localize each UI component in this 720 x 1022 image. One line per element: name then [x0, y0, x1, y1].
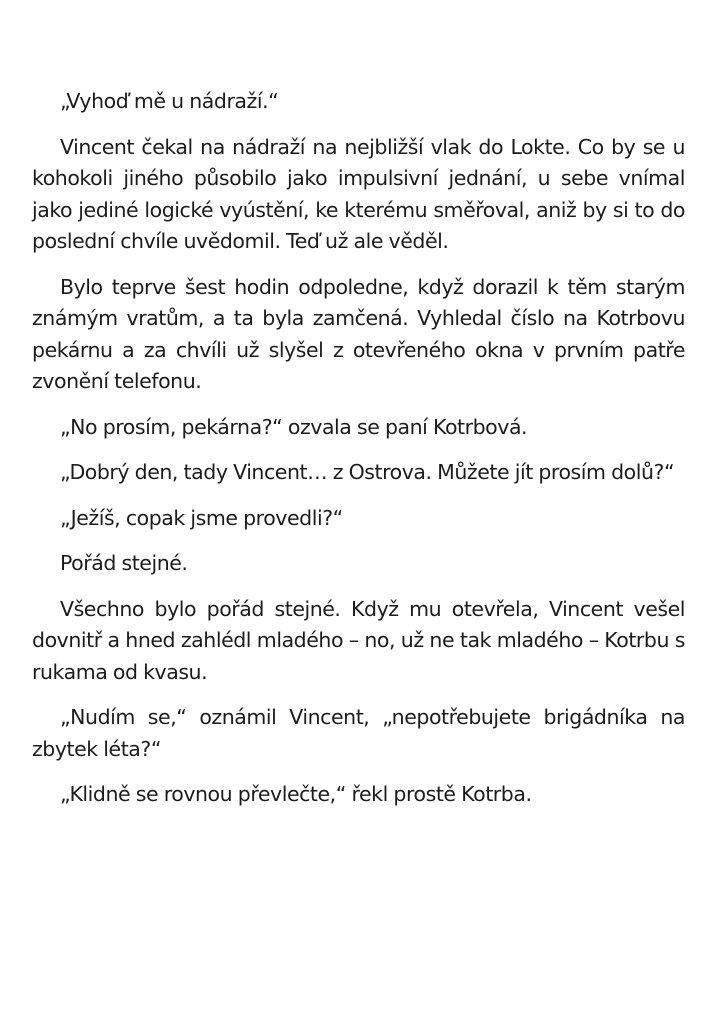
paragraph-10: „Klidně se rovnou převlečte,“ řekl prostě Kotrba.: [60, 782, 532, 806]
paragraph-5: „Dobrý den, tady Vincent… z Ostrova. Můžete jít prosím dolů?“: [60, 460, 675, 484]
paragraph-7: Pořád stejné.: [60, 551, 188, 575]
paragraph-1: „Vyhoď mě u nádraží.“: [60, 89, 279, 113]
paragraph-4: „No prosím, pekárna?“ ozvala se paní Kotrbová.: [60, 414, 528, 439]
paragraph-2: Vincent čekal na nádraží na nejbližší vlak do Lokte. Co by se u kohokoli jiného působilo jako impulsivní jednání, u sebe vnímal jako jediné logické vyústění, ke kterému směřoval, aniž by si to do poslední chvíle uvědomil. Teď už ale věděl.: [32, 134, 685, 253]
paragraph-9: „Nudím se,“ oznámil Vincent, „nepotřebujete brigádníka na zbytek léta?“: [32, 705, 685, 761]
paragraph-8: Všechno bylo pořád stejné. Když mu otevřela, Vincent vešel dovnitř a hned zahlédl mladého – no, už ne tak mladého – Kotrbu s rukama od kvasu.: [32, 596, 685, 684]
paragraph-6: „Ježíš, copak jsme provedli?“: [60, 505, 343, 530]
paragraph-3: Bylo teprve šest hodin odpoledne, když dorazil k těm starým známým vratům, a ta byla zamčená. Vyhledal číslo na Kotrbovu pekárnu a za chvíli už slyšel z otevřeného okna v prvním patře zvonění telefonu.: [32, 274, 685, 393]
book-page: [32, 86, 685, 811]
